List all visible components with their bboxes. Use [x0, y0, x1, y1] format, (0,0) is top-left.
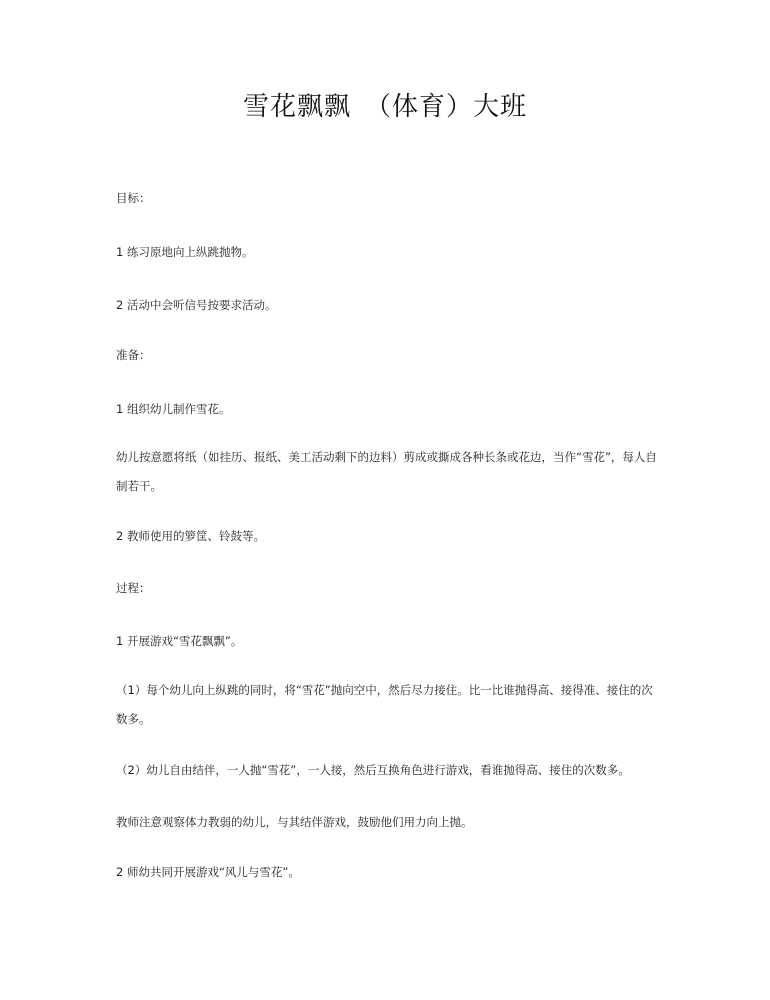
paragraph: （1）每个幼儿向上纵跳的同时，将“雪花”抛向空中，然后尽力接住。比一比谁抛得高、接得准、接住的次数多。 [116, 683, 653, 726]
paragraph: 1 开展游戏“雪花飘飘”。 [116, 634, 243, 648]
section-heading-preparation: 准备： [116, 348, 151, 362]
document-title: 雪花飘飘 （体育）大班 [242, 92, 527, 122]
section-heading-process: 过程： [116, 581, 151, 595]
paragraph: 2 活动中会听信号按要求活动。 [116, 298, 277, 312]
paragraph: 教师注意观察体力教弱的幼儿，与其结伴游戏，鼓励他们用力向上抛。 [116, 815, 473, 829]
paragraph: 2 教师使用的箩筐、铃鼓等。 [116, 529, 265, 543]
paragraph: （2）幼儿自由结伴，一人抛“雪花”，一人接，然后互换角色进行游戏，看谁抛得高、接住的次数多。 [116, 763, 630, 777]
paragraph: 1 练习原地向上纵跳抛物。 [116, 245, 254, 259]
paragraph: 幼儿按意愿将纸（如挂历、报纸、美工活动剩下的边料）剪成或撕成各种长条或花边，当作“雪花”，每人自制若干。 [116, 450, 657, 493]
paragraph: 2 师幼共同开展游戏“风儿与雪花”。 [116, 865, 300, 879]
section-heading-goals: 目标： [116, 191, 151, 205]
paragraph: 1 组织幼儿制作雪花。 [116, 402, 231, 416]
